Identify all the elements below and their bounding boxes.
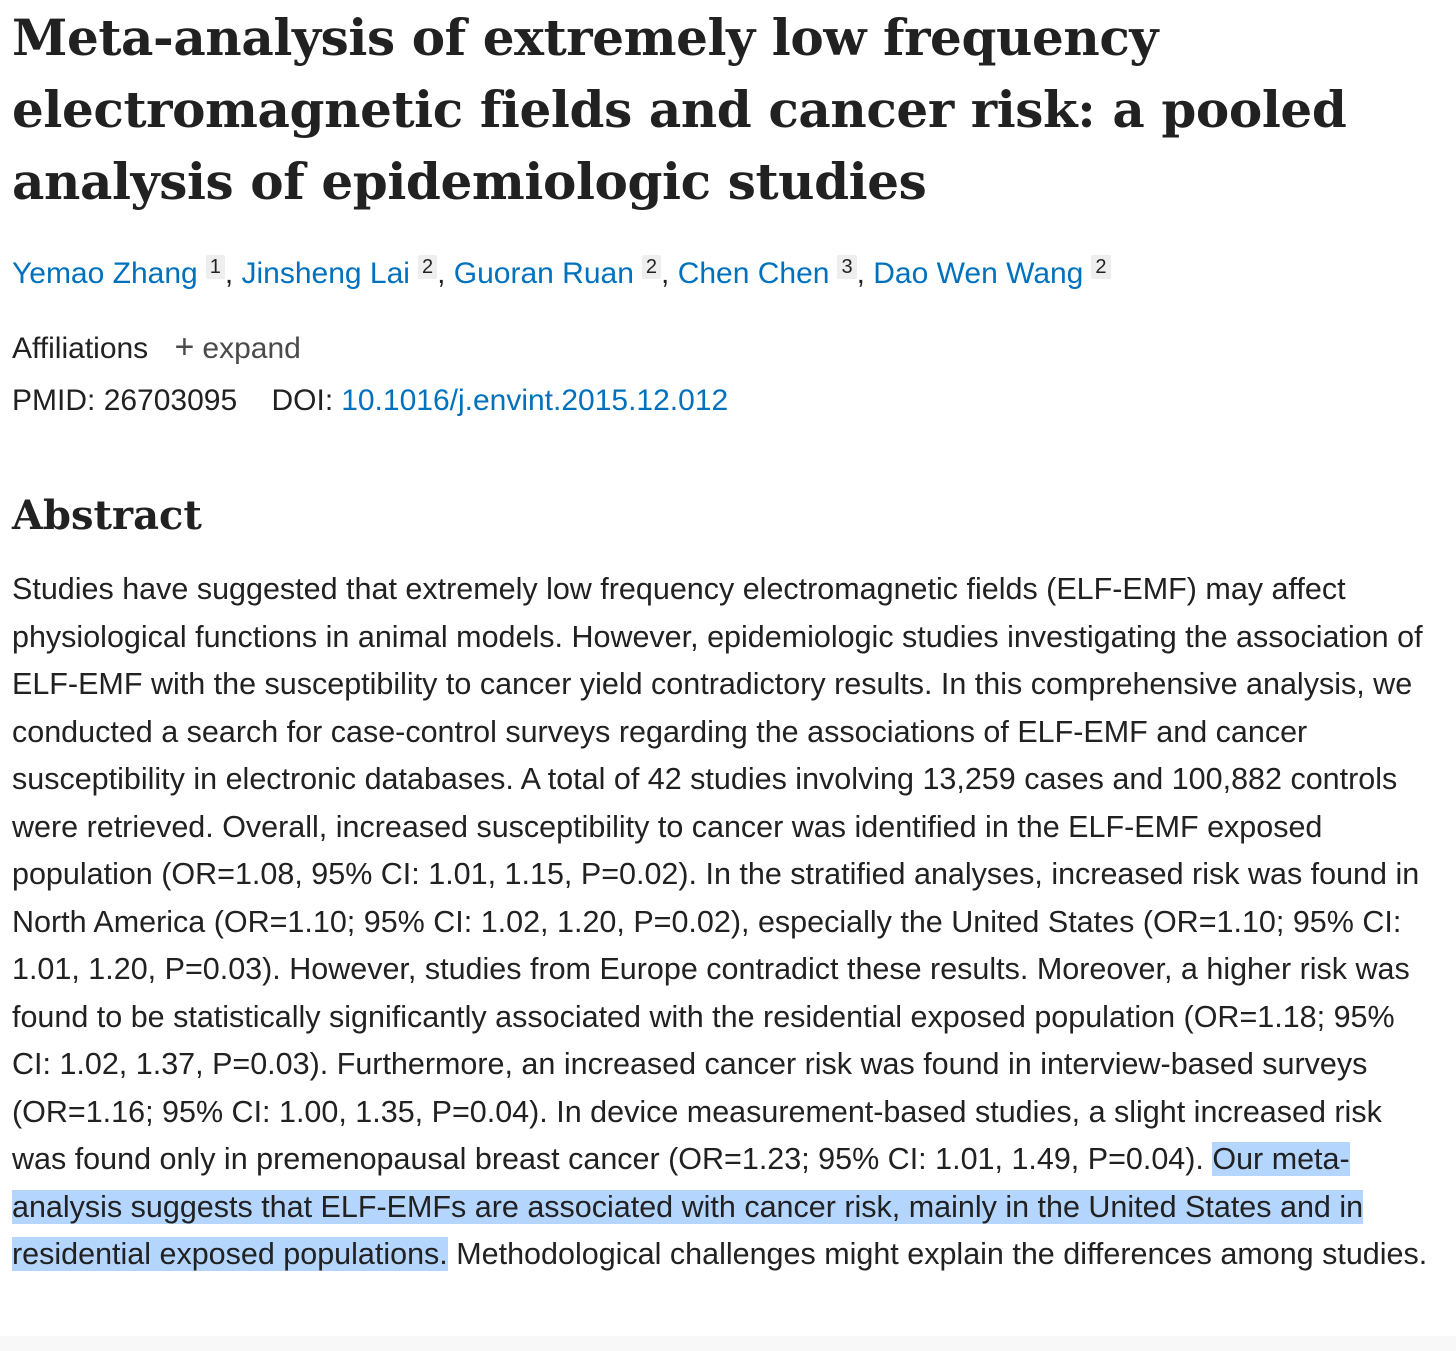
author-link[interactable]: Chen Chen (677, 257, 830, 290)
author-separator: , (437, 257, 454, 290)
author-separator: , (856, 257, 874, 290)
abstract-heading: Abstract (12, 492, 202, 539)
article-title: Meta-analysis of extremely low frequency electromagnetic fields and cancer risk: a pooled analysis of epidemiologic studies (12, 8, 1347, 211)
author-link[interactable]: Guoran Ruan (453, 257, 634, 290)
doi-label: DOI: (271, 384, 334, 417)
affiliations-label: Affiliations (12, 332, 149, 365)
author-link[interactable]: Jinsheng Lai (241, 257, 410, 290)
affiliation-ref[interactable]: 2 (418, 255, 437, 279)
identifiers-row (12, 380, 728, 422)
affiliation-ref[interactable]: 3 (837, 255, 856, 279)
plus-icon: + (174, 328, 195, 366)
expand-affiliations-button[interactable] (174, 328, 301, 366)
author-link[interactable]: Dao Wen Wang (873, 257, 1084, 290)
affiliations-row (12, 326, 301, 370)
doi-link[interactable]: 10.1016/j.envint.2015.12.012 (341, 384, 729, 417)
affiliation-ref[interactable]: 2 (1091, 255, 1110, 279)
authors-list (12, 252, 1111, 296)
expand-label: expand (202, 332, 301, 365)
abstract-highlighted-text: Our meta-analysis suggests that ELF-EMFs are associated with cancer risk, mainly in the United States and in residential exposed populations. (12, 1142, 1364, 1271)
abstract-text (12, 566, 1440, 1279)
bottom-edge (0, 1336, 1456, 1351)
affiliation-ref[interactable]: 1 (206, 255, 225, 279)
affiliation-ref[interactable]: 2 (642, 255, 661, 279)
author-separator: , (661, 257, 678, 290)
abstract-text-after: Methodological challenges might explain the differences among studies. (447, 1237, 1428, 1271)
abstract-text-before: Studies have suggested that extremely low frequency electromagnetic fields (ELF-EMF) may affect physiological functions in animal models. However, epidemiologic studies investigating the association of ELF-EMF with the susceptibility to cancer yield contradictory results. In this comprehensive analysis, we conducted a search for case-control surveys regarding the associations of ELF-EMF and cancer susceptibility in electronic databases. A total of 42 studies involving 13,259 cases and 100,882 controls were retrieved. Overall, increased susceptibility to cancer was identified in the ELF-EMF exposed population (OR=1.08, 95% CI: 1.01, 1.15, P=0.02). In the stratified analyses, increased risk was found in North America (OR=1.10; 95% CI: 1.02, 1.20, P=0.02), especially the United States (OR=1.10; 95% CI: 1.01, 1.20, P=0.03). However, studies from Europe contradict these results. Moreover, a higher risk was found to be statistically significantly associated with the residential exposed population (OR=1.18; 95% CI: 1.02, 1.37, P=0.03). Furthermore, an increased cancer risk was found in interview-based surveys (OR=1.16; 95% CI: 1.00, 1.35, P=0.04). In device measurement-based studies, a slight increased risk was found only in premenopausal breast cancer (OR=1.23; 95% CI: 1.01, 1.49, P=0.04). (12, 572, 1423, 1176)
author-link[interactable]: Yemao Zhang (12, 257, 198, 290)
pmid-label: PMID: (12, 384, 96, 417)
pmid-value: 26703095 (103, 384, 238, 417)
author-separator: , (224, 257, 242, 290)
